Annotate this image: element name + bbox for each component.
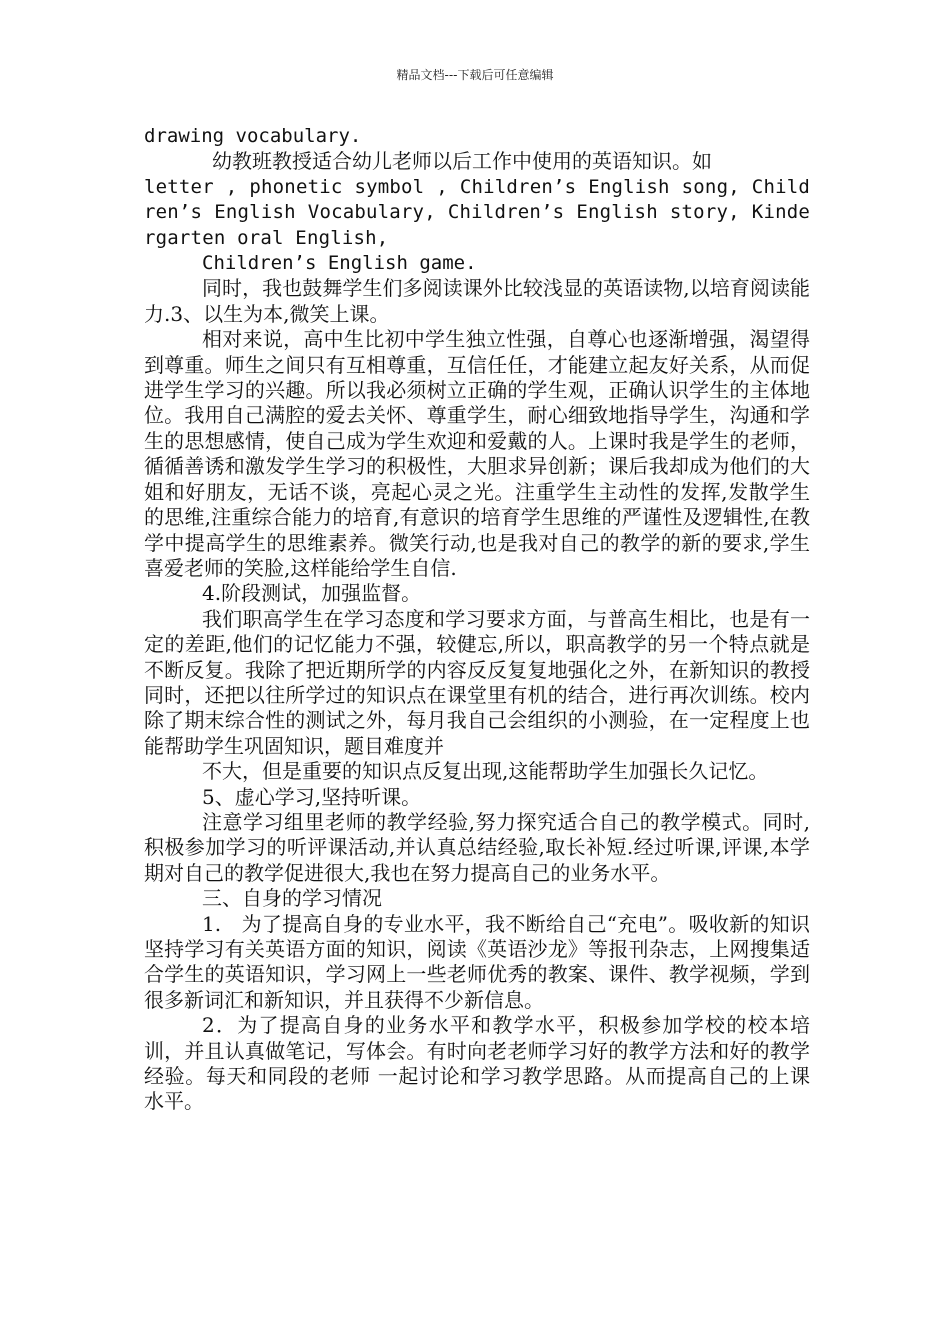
- paragraph-2: 幼教班教授适合幼儿老师以后工作中使用的英语知识。如: [212, 149, 712, 174]
- paragraph-13: 1. 为了提高自身的专业水平，我不断给自己“充电”。吸收新的知识坚持学习有关英语方面的知识，阅读《英语沙龙》等报刊杂志，上网搜集适合学生的英语知识，学习网上一些老师优秀的教案、课件、教学视频，学到很多新词汇和新知识，并且获得不少新信息。: [144, 911, 810, 1012]
- paragraph-3: letter , phonetic symbol , Children’s English song, Children’s English Vocabulary, Children’s English story, Kindergarten oral English,: [144, 175, 810, 249]
- page-header: 精品文档---下载后可任意编辑: [396, 68, 554, 82]
- paragraph-9: 不大，但是重要的知识点反复出现,这能帮助学生加强长久记忆。: [202, 759, 769, 784]
- document-body: [144, 124, 810, 1115]
- paragraph-11: 注意学习组里老师的教学经验,努力探究适合自己的教学模式。同时,积极参加学习的听评课活动,并认真总结经验,取长补短.经过听课,评课,本学期对自己的教学促进很大,我也在努力提高自己的业务水平。: [144, 809, 810, 885]
- paragraph-14: 2．为了提高自身的业务水平和教学水平，积极参加学校的校本培训，并且认真做笔记，写体会。有时向老老师学习好的教学方法和好的教学经验。每天和同段的老师 一起讨论和学习教学思路。从而提高自己的上课水平。: [144, 1013, 810, 1114]
- paragraph-10: 5、虚心学习,坚持听课。: [202, 784, 422, 809]
- paragraph-6: 相对来说，高中生比初中学生独立性强，自尊心也逐渐增强，渴望得到尊重。师生之间只有互相尊重，互信任任，才能建立起友好关系，从而促进学生学习的兴趣。所以我必须树立正确的学生观，正确认识学生的主体地位。我用自己满腔的爱去关怀、尊重学生，耐心细致地指导学生，沟通和学生的思想感情，使自己成为学生欢迎和爱戴的人。上课时我是学生的老师，循循善诱和激发学生学习的积极性，大胆求异创新；课后我却成为他们的大姐和好朋友，无话不谈，亮起心灵之光。注重学生主动性的发挥,发散学生的思维,注重综合能力的培育,有意识的培育学生思维的严谨性及逻辑性,在教学中提高学生的思维素养。微笑行动,也是我对自己的教学的新的要求,学生喜爱老师的笑脸,这样能给学生自信.: [144, 327, 810, 580]
- paragraph-8: 我们职高学生在学习态度和学习要求方面，与普高生相比，也是有一定的差距,他们的记忆能力不强，较健忘,所以，职高教学的另一个特点就是不断反复。我除了把近期所学的内容反反复复地强化之外，在新知识的教授同时，还把以往所学过的知识点在课堂里有机的结合，进行再次训练。校内除了期末综合性的测试之外，每月我自己会组织的小测验，在一定程度上也能帮助学生巩固知识，题目难度并: [144, 606, 810, 758]
- paragraph-4: Children’s English game.: [202, 252, 477, 275]
- paragraph-12: 三、自身的学习情况: [202, 886, 382, 911]
- paragraph-5: 同时，我也鼓舞学生们多阅读课外比较浅显的英语读物,以培育阅读能力.3、以生为本,微笑上课。: [144, 276, 810, 326]
- paragraph-1: drawing vocabulary.: [144, 125, 362, 147]
- paragraph-7: 4.阶段测试，加强监督。: [202, 581, 422, 606]
